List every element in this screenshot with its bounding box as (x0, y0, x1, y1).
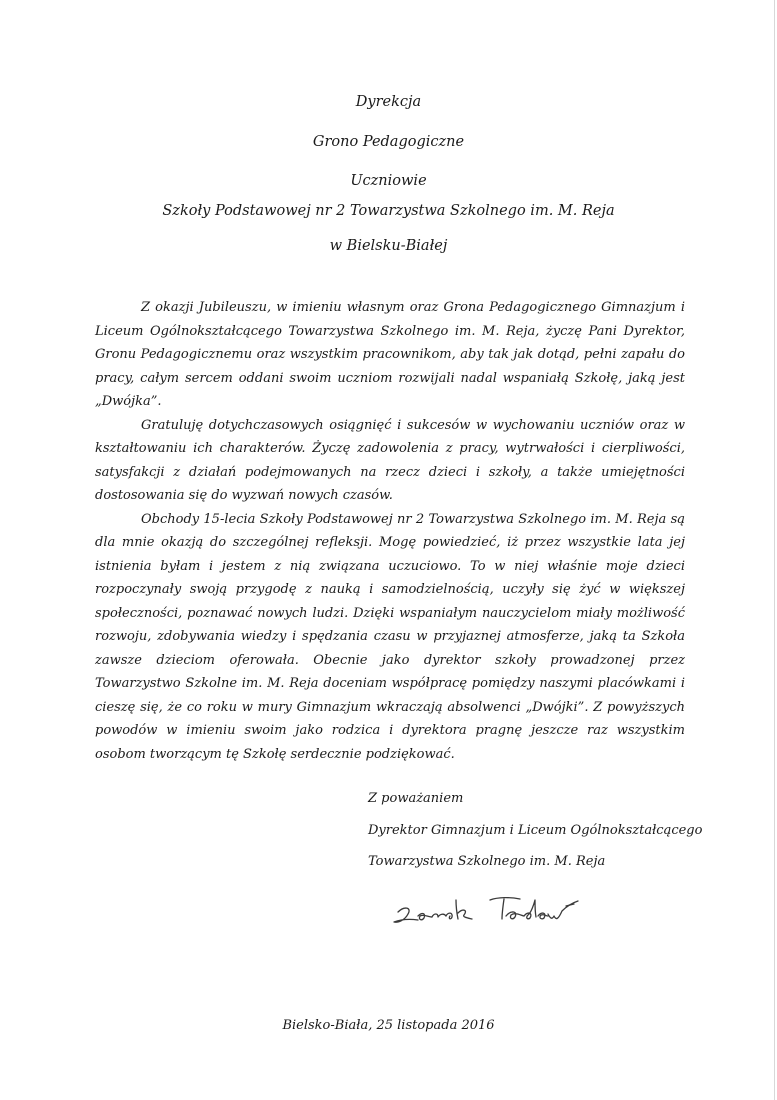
address-line-uczniowie: Uczniowie (350, 173, 427, 189)
letter-body (95, 296, 685, 766)
signatory-title-line-1: Dyrektor Gimnazjum i Liceum Ogólnokształcącego (368, 823, 703, 838)
closing-salutation: Z poważaniem (368, 791, 464, 806)
place-and-date: Bielsko-Biała, 25 listopada 2016 (282, 1018, 495, 1033)
address-line-dyrekcja: Dyrekcja (355, 94, 422, 110)
handwritten-signature-icon (378, 886, 598, 932)
address-line-city: w Bielsku-Białej (329, 238, 448, 254)
body-paragraph-1: Z okazji Jubileuszu, w imieniu własnym oraz Grona Pedagogicznego Gimnazjum i Liceum Ogólnokształcącego Towarzystwa Szkolnego im. M. Reja, życzę Pani Dyrektor, Gronu Pedagogicznemu oraz wszystkim pracownikom, aby tak jak dotąd, pełni zapału do pracy, całym sercem oddani swoim uczniom rozwijali nadal wspaniałą Szkołę, jaką jest „Dwójka”. (95, 300, 685, 409)
body-paragraph-2: Gratuluję dotychczasowych osiągnięć i sukcesów w wychowaniu uczniów oraz w kształtowaniu ich charakterów. Życzę zadowolenia z pracy, wytrwałości i cierpliwości, satysfakcji z działań podejmowanych na rzecz dzieci i szkoły, a także umiejętności dostosowania się do wyzwań nowych czasów. (95, 417, 685, 503)
address-line-grono: Grono Pedagogiczne (312, 134, 465, 150)
address-line-school: Szkoły Podstawowej nr 2 Towarzystwa Szkolnego im. M. Reja (162, 203, 615, 219)
scan-edge-line (774, 0, 775, 1100)
body-paragraph-3: Obchody 15-lecia Szkoły Podstawowej nr 2 Towarzystwa Szkolnego im. M. Reja są dla mnie okazją do szczególnej refleksji. Mogę powiedzieć, iż przez wszystkie lata jej istnienia byłam i jestem z nią związana uczuciowo. To w niej właśnie moje dzieci rozpoczynały swoją przygodę z nauką i samodzielnością, uczyły się żyć w większej społeczności, poznawać nowych ludzi. Dzięki wspaniałym nauczycielom miały możliwość rozwoju, zdobywania wiedzy i spędzania czasu w przyjaznej atmosferze, jaką ta Szkoła zawsze dzieciom oferowała. Obecnie jako dyrektor szkoły prowadzonej przez Towarzystwo Szkolne im. M. Reja doceniam współpracę pomiędzy naszymi placówkami i cieszę się, że co roku w mury Gimnazjum wkraczają absolwenci „Dwójki”. Z powyższych powodów w imieniu swoim jako rodzica i dyrektora pragnę jeszcze raz wszystkim osobom tworzącym tę Szkołę serdecznie podziękować. (95, 511, 685, 762)
signatory-title-line-2: Towarzystwa Szkolnego im. M. Reja (368, 854, 606, 869)
